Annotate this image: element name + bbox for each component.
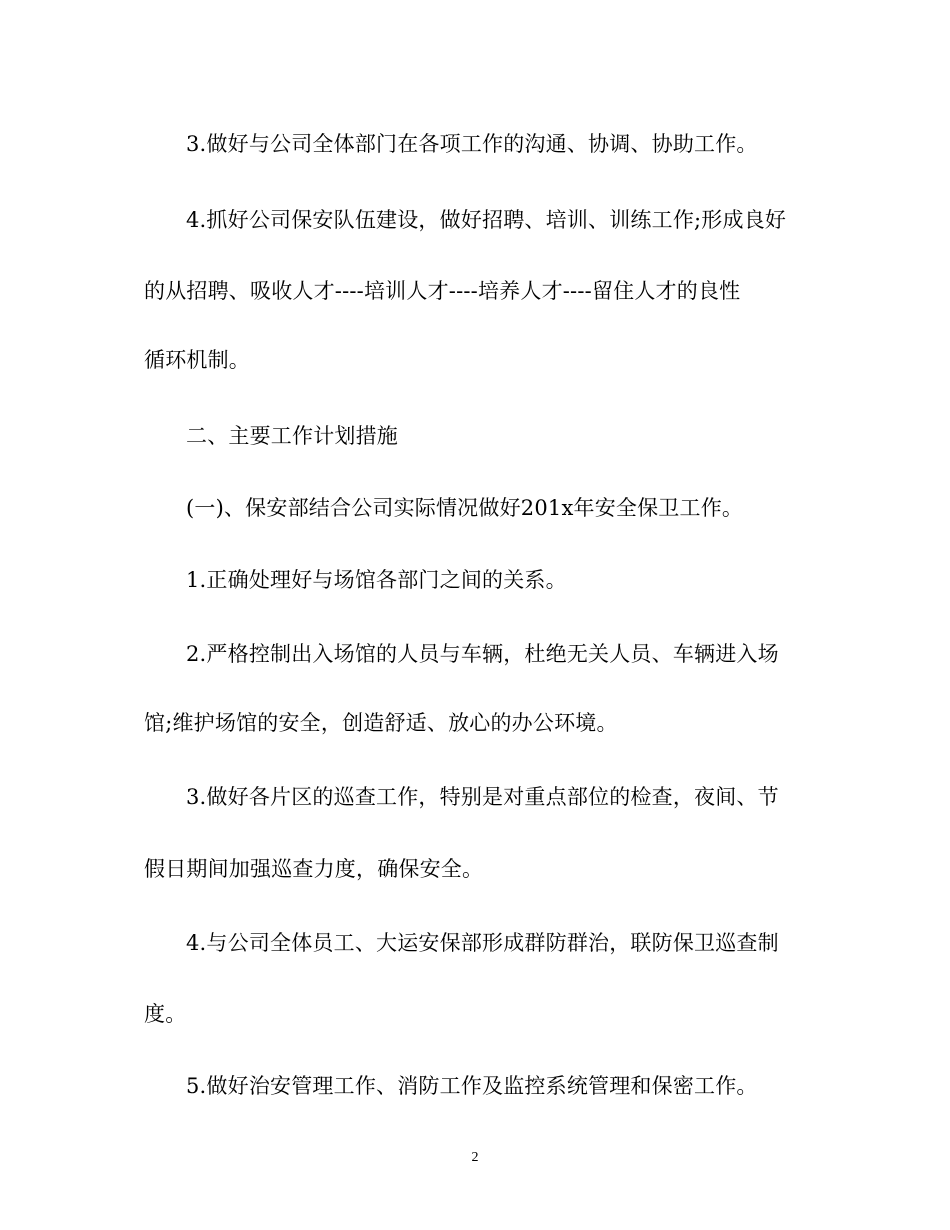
paragraph-line: 馆;维护场馆的安全，创造舒适、放心的办公环境。 [144, 711, 618, 735]
paragraph-line: 循环机制。 [144, 348, 250, 372]
paragraph-line: 2.严格控制出入场馆的人员与车辆，杜绝无关人员、车辆进入场 [186, 642, 779, 666]
paragraph-line: 5.做好治安管理工作、消防工作及监控系统管理和保密工作。 [186, 1074, 758, 1098]
page-number: 2 [471, 1150, 479, 1165]
paragraph-line: 4.与公司全体员工、大运安保部形成群防群治，联防保卫巡查制 [186, 931, 779, 955]
section-heading: 二、主要工作计划措施 [186, 424, 398, 448]
paragraph-line: 的从招聘、吸收人才----培训人才----培养人才----留住人才的良性 [144, 279, 741, 303]
paragraph-line: 3.做好与公司全体部门在各项工作的沟通、协调、协助工作。 [186, 132, 758, 156]
paragraph-line: 假日期间加强巡查力度，确保安全。 [144, 857, 484, 881]
paragraph-line: 1.正确处理好与场馆各部门之间的关系。 [186, 568, 567, 592]
paragraph-line: 3.做好各片区的巡查工作，特别是对重点部位的检查，夜间、节 [186, 785, 779, 809]
paragraph-line: 度。 [144, 1002, 187, 1026]
paragraph-line: 4.抓好公司保安队伍建设，做好招聘、培训、训练工作;形成良好 [186, 208, 787, 232]
subsection-heading: (一)、保安部结合公司实际情况做好201x年安全保卫工作。 [186, 496, 744, 520]
